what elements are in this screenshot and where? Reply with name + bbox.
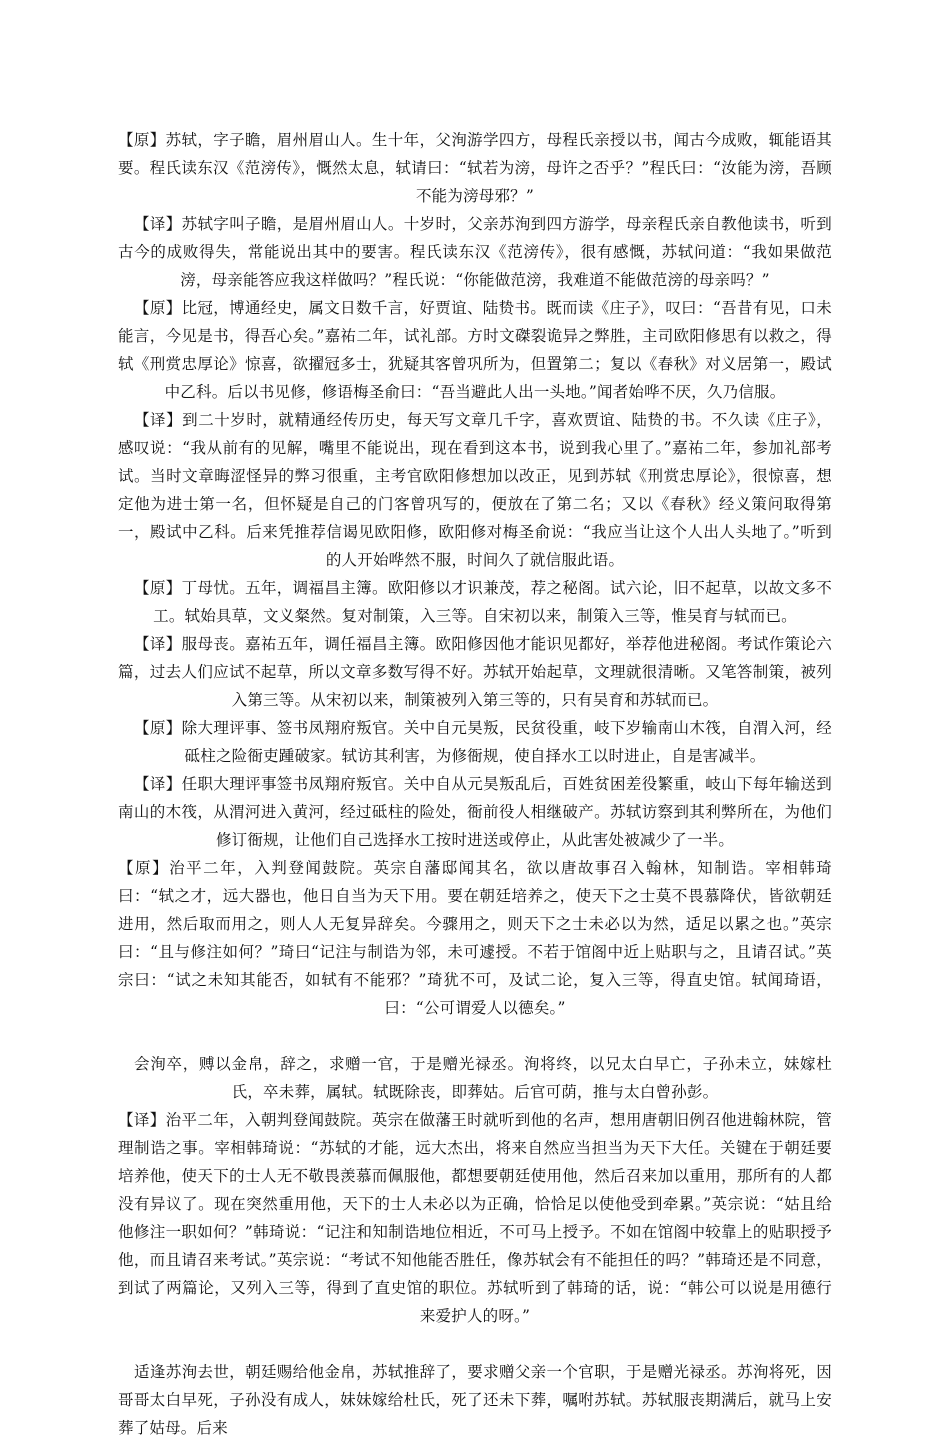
paragraph-translation-3: 【译】服母丧。嘉祐五年，调任福昌主簿。欧阳修因他才能识见都好，举荐他进秘阁。考试作策论六篇，过去人们应试不起草，所以文章多数写得不好。苏轼开始起草，文理就很清晰。又笔答制策，被列入第三等。从宋初以来，制策被列入第三等的，只有吴育和苏轼而已。	[118, 635, 832, 709]
paragraph-translation-1: 【译】苏轼字叫子瞻，是眉州眉山人。十岁时，父亲苏洵到四方游学，母亲程氏亲自教他读书，听到古今的成败得失，常能说出其中的要害。程氏读东汉《范滂传》，很有感慨，苏轼问道：“我如果做范滂，母亲能答应我这样做吗？”程氏说：“你能做范滂，我难道不能做范滂的母亲吗？”	[118, 215, 832, 289]
paragraph-translation-6: 适逢苏洵去世，朝廷赐给他金帛，苏轼推辞了，要求赠父亲一个官职，于是赠光禄丞。苏洵将死，因哥哥太白早死，子孙没有成人，妹妹嫁给杜氏，死了还未下葬，嘱咐苏轼。苏轼服丧期满后，就马上安葬了姑母。后来	[118, 1363, 832, 1437]
paragraph-translation-5: 【译】治平二年，入朝判登闻鼓院。英宗在做藩王时就听到他的名声，想用唐朝旧例召他进翰林院，管理制诰之事。宰相韩琦说：“苏轼的才能，远大杰出，将来自然应当担当为天下大任。关键在于朝廷要培养他，使天下的士人无不敬畏羡慕而佩服他，都想要朝廷使用他，然后召来加以重用，那所有的人都没有异议了。现在突然重用他，天下的士人未必以为正确，恰恰足以使他受到牵累。”英宗说：“姑且给他修注一职如何？”韩琦说：“记注和知制诰地位相近，不可马上授予。不如在馆阁中较靠上的贴职授予他，而且请召来考试。”英宗说：“考试不知他能否胜任，像苏轼会有不能担任的吗？”韩琦还是不同意，到试了两篇论，又列入三等，得到了直史馆的职位。苏轼听到了韩琦的话，说：“韩公可以说是用德行来爱护人的呀。”	[118, 1111, 832, 1325]
paragraph-original-4: 【原】除大理评事、签书凤翔府叛官。关中自元昊叛，民贫役重，岐下岁输南山木筏，自渭入河，经砥柱之险衙吏踵破家。轼访其利害，为修衙规，使自择水工以时进止，自是害减半。	[134, 719, 832, 765]
paragraph-translation-4: 【译】任职大理评事签书凤翔府叛官。关中自从元昊叛乱后，百姓贫困差役繁重，岐山下每年输送到南山的木筏，从渭河进入黄河，经过砥柱的险处，衙前役人相继破产。苏轼访察到其利弊所在，为他们修订衙规，让他们自己选择水工按时进送或停止，从此害处被减少了一半。	[118, 775, 832, 849]
paragraph-original-1: 【原】苏轼，字子瞻，眉州眉山人。生十年，父洵游学四方，母程氏亲授以书，闻古今成败，辄能语其要。程氏读东汉《范滂传》，慨然太息，轼请曰：“轼若为滂，母许之否乎？”程氏曰：“汝能为滂，吾顾不能为滂母邪？”	[118, 131, 832, 205]
paragraph-original-6: 会洵卒，赙以金帛，辞之，求赠一官，于是赠光禄丞。洵将终，以兄太白早亡，子孙未立，妹嫁杜氏，卒未葬，属轼。轼既除丧，即葬姑。后官可荫，推与太白曾孙彭。	[134, 1055, 832, 1101]
document-page	[118, 126, 832, 1442]
paragraph-original-5: 【原】治平二年，入判登闻鼓院。英宗自藩邸闻其名，欲以唐故事召入翰林，知制诰。宰相韩琦曰：“轼之才，远大器也，他日自当为天下用。要在朝廷培养之，使天下之士莫不畏慕降伏，皆欲朝廷进用，然后取而用之，则人人无复异辞矣。今骤用之，则天下之士未必以为然，适足以累之也。”英宗曰：“且与修注如何？”琦曰“记注与制诰为邻，未可遽授。不若于馆阁中近上贴职与之，且请召试。”英宗曰：“试之未知其能否，如轼有不能邪？”琦犹不可，及试二论，复入三等，得直史馆。轼闻琦语，曰：“公可谓爱人以德矣。”	[118, 859, 832, 1017]
paragraph-original-3: 【原】丁母忧。五年，调福昌主簿。欧阳修以才识兼茂，荐之秘阁。试六论，旧不起草，以故文多不工。轼始具草，文义粲然。复对制策，入三等。自宋初以来，制策入三等，惟吴育与轼而已。	[134, 579, 832, 625]
paragraph-original-2: 【原】比冠，博通经史，属文日数千言，好贾谊、陆贽书。既而读《庄子》，叹曰：“吾昔有见，口未能言，今见是书，得吾心矣。”嘉祐二年，试礼部。方时文磔裂诡异之弊胜，主司欧阳修思有以救之，得轼《刑赏忠厚论》惊喜，欲擢冠多士，犹疑其客曾巩所为，但置第二；复以《春秋》对义居第一，殿试中乙科。后以书见修，修语梅圣俞曰：“吾当避此人出一头地。”闻者始哗不厌，久乃信服。	[118, 299, 832, 401]
paragraph-translation-2: 【译】到二十岁时，就精通经传历史，每天写文章几千字，喜欢贾谊、陆贽的书。不久读《庄子》，感叹说：“我从前有的见解，嘴里不能说出，现在看到这本书，说到我心里了。”嘉祐二年，参加礼部考试。当时文章晦涩怪异的弊习很重，主考官欧阳修想加以改正，见到苏轼《刑赏忠厚论》，很惊喜，想定他为进士第一名，但怀疑是自己的门客曾巩写的，便放在了第二名；又以《春秋》经义策问取得第一，殿试中乙科。后来凭推荐信谒见欧阳修，欧阳修对梅圣俞说：“我应当让这个人出人头地了。”听到的人开始哗然不服，时间久了就信服此语。	[118, 411, 832, 569]
